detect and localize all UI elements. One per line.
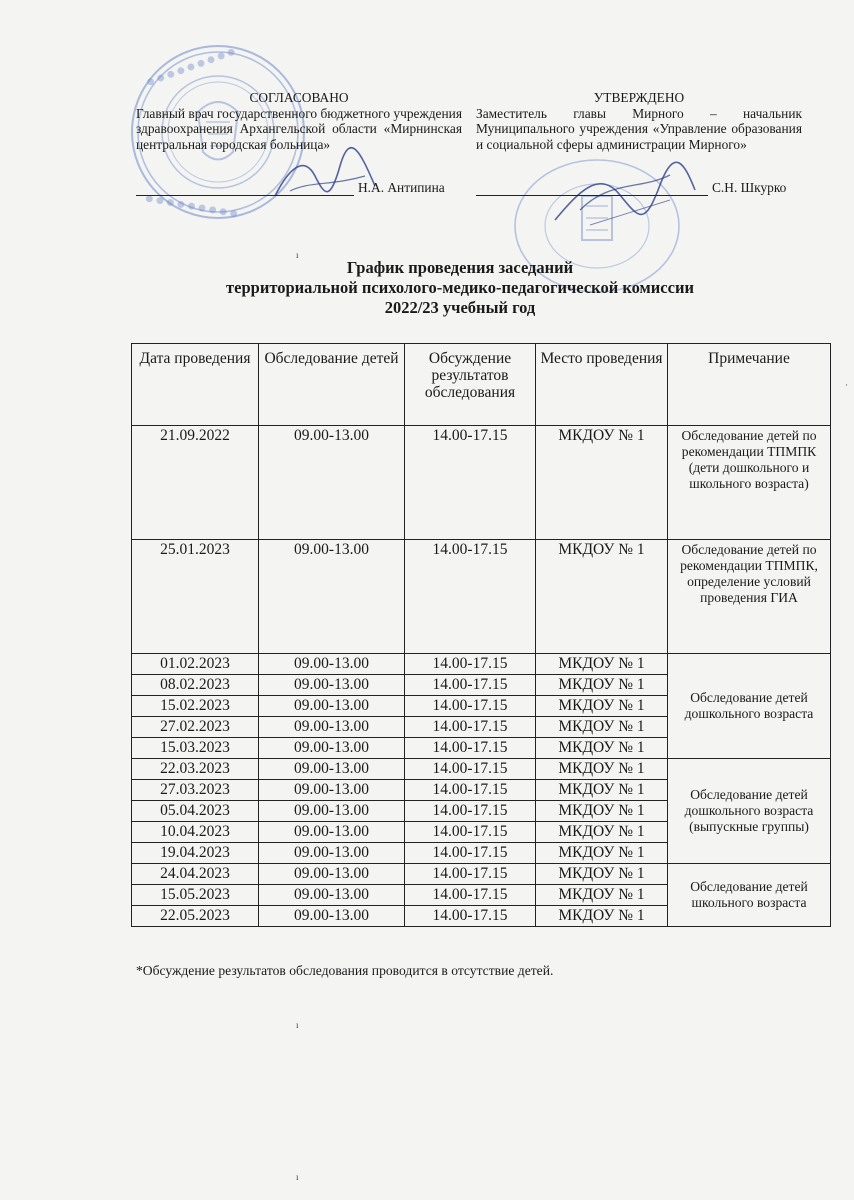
cell-exam-time: 09.00-13.00 (259, 717, 405, 738)
scan-speck: ı (296, 1172, 299, 1182)
cell-date: 15.03.2023 (132, 738, 259, 759)
document-title (150, 258, 770, 318)
cell-discussion-time: 14.00-17.15 (405, 864, 536, 885)
approval-text-right: Заместитель главы Мирного – начальник Муниципального учреждения «Управление образования и социальной сферы администрации Мирного» (476, 105, 802, 152)
scan-speck: ı (296, 1020, 299, 1030)
table-row (132, 540, 831, 654)
cell-location: МКДОУ № 1 (536, 801, 668, 822)
header-note: Примечание (668, 344, 831, 426)
cell-date: 22.05.2023 (132, 906, 259, 927)
cell-location: МКДОУ № 1 (536, 696, 668, 717)
cell-exam-time: 09.00-13.00 (259, 759, 405, 780)
cell-location: МКДОУ № 1 (536, 738, 668, 759)
cell-location: МКДОУ № 1 (536, 906, 668, 927)
signature-line-left (136, 180, 445, 196)
cell-note: Обследование детей по рекомендации ТПМПК (дети дошкольного и школьного возраста) (668, 426, 831, 540)
cell-exam-time: 09.00-13.00 (259, 675, 405, 696)
cell-location: МКДОУ № 1 (536, 864, 668, 885)
cell-exam-time: 09.00-13.00 (259, 426, 405, 540)
cell-date: 24.04.2023 (132, 864, 259, 885)
cell-discussion-time: 14.00-17.15 (405, 654, 536, 675)
signature-left (270, 146, 380, 206)
header-examination: Обследование детей (259, 344, 405, 426)
cell-location: МКДОУ № 1 (536, 843, 668, 864)
approval-block-left (136, 90, 462, 152)
title-line-2: территориальной психолого-медико-педагогической комиссии (226, 278, 694, 297)
signature-line-right (476, 180, 786, 196)
cell-exam-time: 09.00-13.00 (259, 696, 405, 717)
cell-location: МКДОУ № 1 (536, 822, 668, 843)
cell-exam-time: 09.00-13.00 (259, 885, 405, 906)
header-date: Дата проведения (132, 344, 259, 426)
cell-discussion-time: 14.00-17.15 (405, 759, 536, 780)
cell-discussion-time: 14.00-17.15 (405, 822, 536, 843)
cell-location: МКДОУ № 1 (536, 780, 668, 801)
cell-exam-time: 09.00-13.00 (259, 540, 405, 654)
cell-exam-time: 09.00-13.00 (259, 738, 405, 759)
cell-date: 01.02.2023 (132, 654, 259, 675)
cell-date: 27.02.2023 (132, 717, 259, 738)
approval-heading-right: УТВЕРЖДЕНО (593, 90, 685, 105)
table-header-row (132, 344, 831, 426)
cell-date: 19.04.2023 (132, 843, 259, 864)
cell-discussion-time: 14.00-17.15 (405, 843, 536, 864)
cell-exam-time: 09.00-13.00 (259, 654, 405, 675)
cell-date: 15.02.2023 (132, 696, 259, 717)
cell-discussion-time: 14.00-17.15 (405, 801, 536, 822)
cell-location: МКДОУ № 1 (536, 675, 668, 696)
cell-location: МКДОУ № 1 (536, 426, 668, 540)
header-discussion: Обсуждение результатов обследования (405, 344, 536, 426)
cell-exam-time: 09.00-13.00 (259, 843, 405, 864)
cell-date: 10.04.2023 (132, 822, 259, 843)
svg-text:● ● ● ● ● ● ● ● ●: ● ● ● ● ● ● ● ● ● (144, 193, 239, 220)
table-row (132, 426, 831, 540)
cell-date: 08.02.2023 (132, 675, 259, 696)
cell-date: 22.03.2023 (132, 759, 259, 780)
cell-exam-time: 09.00-13.00 (259, 822, 405, 843)
cell-location: МКДОУ № 1 (536, 717, 668, 738)
cell-date: 27.03.2023 (132, 780, 259, 801)
cell-discussion-time: 14.00-17.15 (405, 696, 536, 717)
schedule-table (131, 343, 831, 927)
cell-discussion-time: 14.00-17.15 (405, 717, 536, 738)
cell-exam-time: 09.00-13.00 (259, 801, 405, 822)
cell-date: 15.05.2023 (132, 885, 259, 906)
approval-block-right (476, 90, 802, 152)
cell-date: 21.09.2022 (132, 426, 259, 540)
table-row (132, 864, 831, 885)
table-row (132, 654, 831, 675)
cell-date: 25.01.2023 (132, 540, 259, 654)
cell-discussion-time: 14.00-17.15 (405, 780, 536, 801)
cell-discussion-time: 14.00-17.15 (405, 540, 536, 654)
table-row (132, 759, 831, 780)
cell-location: МКДОУ № 1 (536, 654, 668, 675)
approval-text-left: Главный врач государственного бюджетного учреждения здравоохранения Архангельской области «Мирнинская центральная городская больница» (136, 105, 462, 152)
scan-speck: ı (296, 250, 299, 260)
cell-exam-time: 09.00-13.00 (259, 864, 405, 885)
cell-discussion-time: 14.00-17.15 (405, 738, 536, 759)
approval-heading-left: СОГЛАСОВАНО (249, 90, 349, 105)
cell-exam-time: 09.00-13.00 (259, 780, 405, 801)
cell-discussion-time: 14.00-17.15 (405, 885, 536, 906)
signature-underline (136, 183, 354, 196)
cell-exam-time: 09.00-13.00 (259, 906, 405, 927)
cell-location: МКДОУ № 1 (536, 759, 668, 780)
cell-location: МКДОУ № 1 (536, 885, 668, 906)
cell-date: 05.04.2023 (132, 801, 259, 822)
svg-text:● ● ● ● ● ● ● ● ●: ● ● ● ● ● ● ● ● ● (145, 46, 237, 89)
cell-discussion-time: 14.00-17.15 (405, 426, 536, 540)
header-location: Место проведения (536, 344, 668, 426)
cell-location: МКДОУ № 1 (536, 540, 668, 654)
cell-note: Обследование детей дошкольного возраста (выпускные группы) (668, 759, 831, 864)
signatory-name-right: С.Н. Шкурко (712, 180, 787, 195)
title-line-3: 2022/23 учебный год (384, 298, 536, 317)
footnote: *Обсуждение результатов обследования проводится в отсутствие детей. (136, 963, 554, 978)
cell-discussion-time: 14.00-17.15 (405, 906, 536, 927)
cell-discussion-time: 14.00-17.15 (405, 675, 536, 696)
signatory-name-left: Н.А. Антипина (358, 180, 445, 195)
title-line-1: График проведения заседаний (346, 258, 574, 277)
scan-speck: · (845, 380, 848, 390)
cell-note: Обследование детей школьного возраста (668, 864, 831, 927)
signature-underline (476, 183, 708, 196)
cell-note: Обследование детей по рекомендации ТПМПК, определение условий проведения ГИА (668, 540, 831, 654)
cell-note: Обследование детей дошкольного возраста (668, 654, 831, 759)
